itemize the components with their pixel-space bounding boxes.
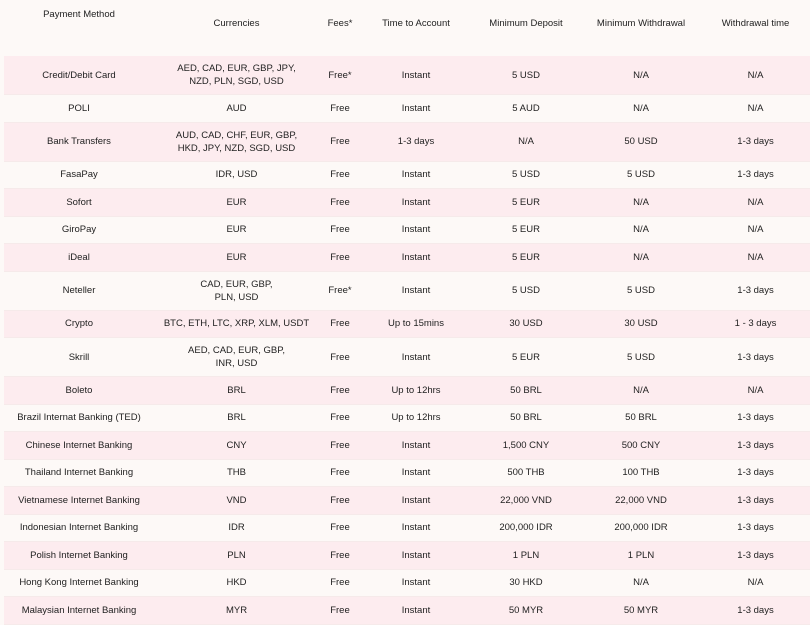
cell-withdrawal-time: 1-3 days (701, 122, 810, 161)
cell-payment-method: Sofort (4, 189, 154, 217)
cell-minimum-withdrawal: 100 THB (581, 459, 701, 487)
cell-minimum-deposit: 30 HKD (471, 569, 581, 597)
table-header-row (4, 0, 810, 46)
cell-minimum-deposit: 50 MYR (471, 597, 581, 625)
cell-time-to-account: Instant (361, 189, 471, 217)
cell-withdrawal-time: N/A (701, 216, 810, 244)
cell-fees: Free (319, 487, 361, 515)
cell-fees: Free (319, 161, 361, 189)
table-row (4, 459, 810, 487)
cell-time-to-account: 1-3 days (361, 122, 471, 161)
cell-time-to-account: Instant (361, 514, 471, 542)
cell-minimum-withdrawal: 50 MYR (581, 597, 701, 625)
cell-minimum-withdrawal: N/A (581, 216, 701, 244)
cell-payment-method: Chinese Internet Banking (4, 432, 154, 460)
table-row (4, 122, 810, 161)
header-fees: Fees* (327, 17, 353, 29)
cell-time-to-account: Instant (361, 161, 471, 189)
cell-minimum-deposit: N/A (471, 122, 581, 161)
cell-currencies: VND (154, 487, 319, 515)
cell-fees: Free (319, 542, 361, 570)
cell-minimum-deposit: 1 PLN (471, 542, 581, 570)
cell-currencies: AUD (154, 95, 319, 123)
table-row (4, 377, 810, 405)
cell-minimum-deposit: 5 EUR (471, 338, 581, 377)
cell-withdrawal-time: 1-3 days (701, 487, 810, 515)
cell-withdrawal-time: N/A (701, 56, 810, 95)
cell-fees: Free (319, 216, 361, 244)
cell-payment-method: GiroPay (4, 216, 154, 244)
cell-minimum-withdrawal: N/A (581, 95, 701, 123)
header-time-to-account: Time to Account (382, 17, 450, 29)
cell-time-to-account: Instant (361, 487, 471, 515)
cell-currencies: AED, CAD, EUR, GBP, INR, USD (154, 338, 319, 377)
cell-fees: Free (319, 459, 361, 487)
cell-withdrawal-time: 1-3 days (701, 271, 810, 310)
cell-fees: Free (319, 95, 361, 123)
cell-minimum-withdrawal: 30 USD (581, 310, 701, 338)
table-row (4, 569, 810, 597)
cell-withdrawal-time: 1-3 days (701, 432, 810, 460)
cell-time-to-account: Instant (361, 459, 471, 487)
cell-currencies: THB (154, 459, 319, 487)
cell-withdrawal-time: 1-3 days (701, 459, 810, 487)
cell-fees: Free (319, 597, 361, 625)
table-row (4, 271, 810, 310)
cell-fees: Free (319, 377, 361, 405)
cell-time-to-account: Instant (361, 216, 471, 244)
cell-time-to-account: Instant (361, 432, 471, 460)
cell-time-to-account: Instant (361, 271, 471, 310)
table-row (4, 95, 810, 123)
cell-time-to-account: Instant (361, 56, 471, 95)
cell-fees: Free (319, 432, 361, 460)
cell-minimum-withdrawal: 500 CNY (581, 432, 701, 460)
cell-minimum-withdrawal: 5 USD (581, 271, 701, 310)
cell-withdrawal-time: 1-3 days (701, 161, 810, 189)
table-row (4, 189, 810, 217)
cell-withdrawal-time: N/A (701, 189, 810, 217)
cell-currencies: AED, CAD, EUR, GBP, JPY, NZD, PLN, SGD, USD (154, 56, 319, 95)
cell-time-to-account: Instant (361, 569, 471, 597)
cell-fees: Free (319, 244, 361, 272)
cell-minimum-deposit: 30 USD (471, 310, 581, 338)
cell-currencies: EUR (154, 216, 319, 244)
cell-minimum-deposit: 5 USD (471, 271, 581, 310)
cell-minimum-withdrawal: N/A (581, 569, 701, 597)
cell-withdrawal-time: 1-3 days (701, 597, 810, 625)
cell-minimum-withdrawal: 200,000 IDR (581, 514, 701, 542)
cell-minimum-withdrawal: N/A (581, 244, 701, 272)
cell-fees: Free (319, 310, 361, 338)
cell-fees: Free (319, 189, 361, 217)
header-minimum-withdrawal: Minimum Withdrawal (596, 17, 686, 29)
header-currencies: Currencies (213, 17, 260, 29)
cell-time-to-account: Up to 12hrs (361, 404, 471, 432)
cell-time-to-account: Up to 15mins (361, 310, 471, 338)
cell-withdrawal-time: 1-3 days (701, 338, 810, 377)
cell-minimum-withdrawal: N/A (581, 56, 701, 95)
cell-minimum-withdrawal: N/A (581, 189, 701, 217)
cell-withdrawal-time: 1-3 days (701, 514, 810, 542)
cell-currencies: BRL (154, 404, 319, 432)
cell-currencies: CNY (154, 432, 319, 460)
cell-withdrawal-time: N/A (701, 377, 810, 405)
cell-currencies: HKD (154, 569, 319, 597)
cell-currencies: IDR, USD (154, 161, 319, 189)
cell-payment-method: Vietnamese Internet Banking (4, 487, 154, 515)
cell-payment-method: FasaPay (4, 161, 154, 189)
cell-time-to-account: Instant (361, 597, 471, 625)
cell-currencies: BRL (154, 377, 319, 405)
cell-payment-method: Polish Internet Banking (4, 542, 154, 570)
cell-minimum-deposit: 5 EUR (471, 244, 581, 272)
cell-payment-method: Bank Transfers (4, 122, 154, 161)
cell-minimum-deposit: 5 USD (471, 161, 581, 189)
cell-payment-method: Crypto (4, 310, 154, 338)
cell-minimum-withdrawal: 5 USD (581, 161, 701, 189)
cell-payment-method: POLI (4, 95, 154, 123)
table-row (4, 310, 810, 338)
cell-payment-method: Credit/Debit Card (4, 56, 154, 95)
table-row (4, 244, 810, 272)
cell-fees: Free (319, 404, 361, 432)
cell-time-to-account: Instant (361, 338, 471, 377)
header-withdrawal-time: Withdrawal time (721, 17, 790, 29)
cell-withdrawal-time: N/A (701, 569, 810, 597)
cell-fees: Free (319, 569, 361, 597)
cell-payment-method: Malaysian Internet Banking (4, 597, 154, 625)
table-row (4, 514, 810, 542)
cell-fees: Free (319, 122, 361, 161)
cell-payment-method: Thailand Internet Banking (4, 459, 154, 487)
cell-currencies: EUR (154, 244, 319, 272)
cell-minimum-deposit: 500 THB (471, 459, 581, 487)
cell-fees: Free* (319, 271, 361, 310)
cell-withdrawal-time: N/A (701, 95, 810, 123)
cell-payment-method: Indonesian Internet Banking (4, 514, 154, 542)
cell-minimum-deposit: 5 USD (471, 56, 581, 95)
cell-currencies: PLN (154, 542, 319, 570)
cell-minimum-withdrawal: 22,000 VND (581, 487, 701, 515)
cell-withdrawal-time: 1-3 days (701, 404, 810, 432)
cell-time-to-account: Up to 12hrs (361, 377, 471, 405)
table-row (4, 432, 810, 460)
cell-minimum-withdrawal: 5 USD (581, 338, 701, 377)
cell-minimum-withdrawal: 50 BRL (581, 404, 701, 432)
cell-currencies: CAD, EUR, GBP, PLN, USD (154, 271, 319, 310)
cell-minimum-deposit: 1,500 CNY (471, 432, 581, 460)
payment-methods-table (4, 0, 810, 625)
table-row (4, 487, 810, 515)
cell-fees: Free (319, 514, 361, 542)
cell-withdrawal-time: 1-3 days (701, 542, 810, 570)
table-row (4, 56, 810, 95)
cell-time-to-account: Instant (361, 542, 471, 570)
cell-minimum-withdrawal: 1 PLN (581, 542, 701, 570)
cell-minimum-deposit: 200,000 IDR (471, 514, 581, 542)
table-row (4, 542, 810, 570)
cell-fees: Free* (319, 56, 361, 95)
cell-minimum-deposit: 22,000 VND (471, 487, 581, 515)
cell-payment-method: Boleto (4, 377, 154, 405)
cell-minimum-withdrawal: 50 USD (581, 122, 701, 161)
header-spacer (4, 46, 810, 56)
cell-minimum-withdrawal: N/A (581, 377, 701, 405)
cell-withdrawal-time: 1 - 3 days (701, 310, 810, 338)
cell-currencies: EUR (154, 189, 319, 217)
cell-time-to-account: Instant (361, 244, 471, 272)
cell-minimum-deposit: 5 EUR (471, 216, 581, 244)
table-row (4, 338, 810, 377)
cell-currencies: IDR (154, 514, 319, 542)
table-row (4, 597, 810, 625)
cell-withdrawal-time: N/A (701, 244, 810, 272)
cell-payment-method: Skrill (4, 338, 154, 377)
cell-currencies: AUD, CAD, CHF, EUR, GBP, HKD, JPY, NZD, SGD, USD (154, 122, 319, 161)
cell-time-to-account: Instant (361, 95, 471, 123)
table-row (4, 216, 810, 244)
table-row (4, 404, 810, 432)
table-row (4, 161, 810, 189)
header-minimum-deposit: Minimum Deposit (489, 17, 563, 29)
cell-currencies: MYR (154, 597, 319, 625)
cell-payment-method: Neteller (4, 271, 154, 310)
cell-minimum-deposit: 50 BRL (471, 377, 581, 405)
cell-minimum-deposit: 5 EUR (471, 189, 581, 217)
cell-minimum-deposit: 5 AUD (471, 95, 581, 123)
cell-payment-method: Hong Kong Internet Banking (4, 569, 154, 597)
table-body (4, 56, 810, 624)
header-payment-method: Payment Method (43, 9, 115, 20)
cell-currencies: BTC, ETH, LTC, XRP, XLM, USDT (154, 310, 319, 338)
cell-payment-method: Brazil Internat Banking (TED) (4, 404, 154, 432)
cell-fees: Free (319, 338, 361, 377)
cell-minimum-deposit: 50 BRL (471, 404, 581, 432)
cell-payment-method: iDeal (4, 244, 154, 272)
